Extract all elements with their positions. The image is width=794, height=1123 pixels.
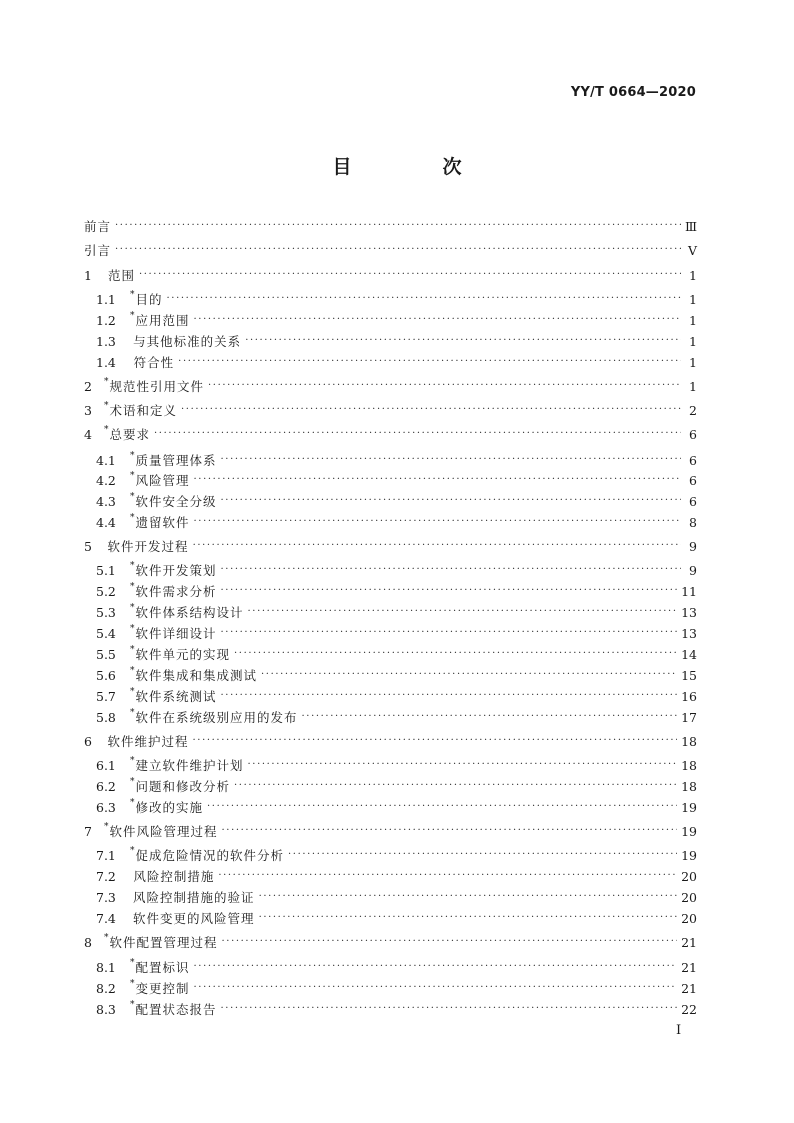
leader-dots	[222, 935, 678, 949]
toc-entry-page: 20	[681, 889, 697, 905]
leader-dots	[115, 219, 681, 233]
leader-dots	[194, 473, 681, 487]
toc-entry-number: 1	[84, 267, 92, 283]
leader-dots	[194, 960, 678, 974]
asterisk-marker: *	[130, 471, 135, 481]
toc-entry[interactable]	[84, 289, 697, 309]
toc-entry-label: 应用范围	[135, 313, 190, 328]
toc-entry-page: 1	[689, 354, 697, 370]
toc-entry-number: 3	[84, 402, 92, 418]
leader-dots	[222, 824, 678, 838]
toc-entry-number: 5.2	[96, 583, 116, 599]
leader-dots	[194, 515, 681, 529]
toc-entry-page: 22	[681, 1001, 697, 1017]
toc-entry-number: 5	[84, 538, 92, 554]
toc-entry[interactable]	[84, 932, 697, 952]
leader-dots	[178, 355, 681, 369]
toc-entry-label: 遗留软件	[135, 515, 190, 530]
toc-entry-number: 6.3	[96, 799, 116, 815]
asterisk-marker: *	[130, 290, 135, 300]
toc-entry-number: 5.4	[96, 625, 116, 641]
toc-entry-number: 4.3	[96, 493, 116, 509]
leader-dots	[207, 800, 677, 814]
toc-entry-page: 18	[681, 778, 697, 794]
toc-entry-number: 6	[84, 733, 92, 749]
toc-entry[interactable]	[84, 908, 697, 928]
toc-entry-label: 软件单元的实现	[135, 647, 231, 662]
toc-entry-page: 9	[689, 562, 697, 578]
toc-entry-label: 促成危险情况的软件分析	[135, 848, 285, 863]
toc-entry-number: 4.4	[96, 514, 116, 530]
toc-entry-page: Ⅴ	[687, 242, 697, 258]
toc-entry-number: 4	[84, 426, 92, 442]
toc-entry-number: 5.6	[96, 667, 116, 683]
leader-dots	[139, 268, 681, 282]
toc-entry-number: 6.1	[96, 757, 116, 773]
asterisk-marker: *	[130, 979, 135, 989]
asterisk-marker: *	[130, 561, 135, 571]
asterisk-marker: *	[130, 645, 135, 655]
toc-entry-page: 15	[681, 667, 697, 683]
asterisk-marker: *	[130, 846, 135, 856]
toc-entry-number: 1.1	[96, 291, 116, 307]
toc-entry-number: 1.4	[96, 354, 116, 370]
leader-dots	[221, 626, 678, 640]
toc-entry-page: 6	[689, 452, 697, 468]
asterisk-marker: *	[130, 582, 135, 592]
toc-entry-page: 19	[681, 823, 697, 839]
toc-entry[interactable]	[84, 866, 697, 886]
toc-entry-label: 软件体系结构设计	[135, 605, 244, 620]
toc-entry-label: 规范性引用文件	[109, 379, 205, 394]
leader-dots	[245, 334, 681, 348]
toc-entry-label: 总要求	[109, 427, 151, 442]
asterisk-marker: *	[130, 798, 135, 808]
asterisk-marker: *	[130, 492, 135, 502]
toc-entry-page: 11	[681, 583, 697, 599]
toc-entry[interactable]	[84, 978, 697, 998]
toc-entry-number: 7	[84, 823, 92, 839]
asterisk-marker: *	[104, 401, 109, 411]
toc-entry-page: 1	[689, 291, 697, 307]
toc-entry-label: 符合性	[133, 355, 175, 370]
leader-dots	[259, 890, 678, 904]
asterisk-marker: *	[104, 377, 109, 387]
toc-entry-number: 5.7	[96, 688, 116, 704]
toc-entry[interactable]	[84, 450, 697, 470]
toc-entry[interactable]	[84, 776, 697, 796]
toc-entry-page: 2	[689, 402, 697, 418]
toc-entry-page: Ⅲ	[684, 218, 697, 234]
toc-entry[interactable]	[84, 470, 697, 490]
toc-entry[interactable]	[84, 623, 697, 643]
leader-dots	[221, 563, 681, 577]
toc-entry[interactable]	[84, 845, 697, 865]
toc-entry[interactable]	[84, 265, 697, 285]
leader-dots	[221, 689, 678, 703]
toc-entry-page: 13	[681, 604, 697, 620]
asterisk-marker: *	[104, 933, 109, 943]
toc-entry-label: 软件变更的风险管理	[133, 911, 255, 926]
toc-entry[interactable]	[84, 512, 697, 532]
toc-entry-label: 前言	[84, 219, 112, 234]
toc-entry[interactable]	[84, 644, 697, 664]
asterisk-marker: *	[130, 1000, 135, 1010]
leader-dots	[259, 911, 678, 925]
toc-entry[interactable]	[84, 400, 697, 420]
leader-dots	[221, 494, 681, 508]
toc-entry-page: 1	[689, 267, 697, 283]
toc-entry-label: 变更控制	[135, 981, 190, 996]
toc-entry-label: 软件开发策划	[135, 563, 217, 578]
leader-dots	[181, 403, 681, 417]
toc-entry[interactable]	[84, 665, 697, 685]
toc-entry[interactable]	[84, 352, 697, 372]
toc-entry-number: 6.2	[96, 778, 116, 794]
asterisk-marker: *	[130, 666, 135, 676]
toc-entry-label: 软件安全分级	[135, 494, 217, 509]
toc-entry-label: 软件详细设计	[135, 626, 217, 641]
asterisk-marker: *	[130, 687, 135, 697]
leader-dots	[154, 427, 681, 441]
toc-entry-number: 2	[84, 378, 92, 394]
toc-entry[interactable]	[84, 536, 697, 556]
toc-entry-page: 20	[681, 868, 697, 884]
toc-entry[interactable]	[84, 755, 697, 775]
asterisk-marker: *	[104, 425, 109, 435]
toc-entry-page: 13	[681, 625, 697, 641]
toc-entry-page: 18	[681, 757, 697, 773]
toc-entry-page: 6	[689, 472, 697, 488]
toc-entry[interactable]	[84, 686, 697, 706]
leader-dots	[194, 981, 678, 995]
toc-entry-page: 21	[681, 980, 697, 996]
leader-dots	[221, 453, 681, 467]
toc-entry-page: 1	[689, 333, 697, 349]
leader-dots	[261, 668, 677, 682]
leader-dots	[221, 1002, 678, 1016]
toc-entry[interactable]	[84, 216, 697, 236]
toc-entry-number: 5.3	[96, 604, 116, 620]
toc-entry-page: 17	[681, 709, 697, 725]
asterisk-marker: *	[130, 624, 135, 634]
leader-dots	[248, 605, 678, 619]
toc-entry[interactable]	[84, 821, 697, 841]
toc-entry-label: 风险控制措施的验证	[133, 890, 255, 905]
toc-entry-label: 配置状态报告	[135, 1002, 217, 1017]
toc-entry-label: 风险控制措施	[133, 869, 215, 884]
asterisk-marker: *	[130, 311, 135, 321]
toc-entry-label: 软件风险管理过程	[109, 824, 218, 839]
toc-entry-number: 5.5	[96, 646, 116, 662]
toc-entry-number: 8.1	[96, 959, 116, 975]
toc-entry-page: 6	[689, 493, 697, 509]
asterisk-marker: *	[130, 777, 135, 787]
page-title: 目 次	[332, 156, 498, 178]
toc-entry-label: 软件配置管理过程	[109, 935, 218, 950]
toc-entry[interactable]	[84, 797, 697, 817]
leader-dots	[302, 710, 678, 724]
toc-entry[interactable]	[84, 310, 697, 330]
toc-entry-number: 4.1	[96, 452, 116, 468]
leader-dots	[218, 869, 677, 883]
asterisk-marker: *	[130, 958, 135, 968]
toc-entry-page: 6	[689, 426, 697, 442]
toc-entry-number: 8.3	[96, 1001, 116, 1017]
toc-entry-label: 范围	[107, 268, 135, 283]
toc-entry-number: 1.2	[96, 312, 116, 328]
toc-entry-page: 14	[681, 646, 697, 662]
toc-entry-label: 术语和定义	[109, 403, 178, 418]
toc-entry-label: 软件需求分析	[135, 584, 217, 599]
toc-entry-page: 19	[681, 799, 697, 815]
toc-entry[interactable]	[84, 376, 697, 396]
leader-dots	[208, 379, 681, 393]
toc-entry[interactable]	[84, 887, 697, 907]
toc-entry-label: 配置标识	[135, 960, 190, 975]
asterisk-marker: *	[104, 822, 109, 832]
page-folio: Ⅰ	[676, 1023, 682, 1038]
toc-entry-page: 19	[681, 847, 697, 863]
leader-dots	[193, 734, 678, 748]
toc-entry-label: 修改的实施	[135, 800, 204, 815]
toc-entry-number: 4.2	[96, 472, 116, 488]
toc-entry[interactable]	[84, 240, 697, 260]
toc-entry-number: 7.1	[96, 847, 116, 863]
toc-entry-page: 20	[681, 910, 697, 926]
toc-entry-page: 8	[689, 514, 697, 530]
toc-entry-label: 质量管理体系	[135, 453, 217, 468]
toc-entry-number: 7.2	[96, 868, 116, 884]
toc-entry[interactable]	[84, 581, 697, 601]
toc-entry-page: 16	[681, 688, 697, 704]
toc-entry[interactable]	[84, 560, 697, 580]
toc-entry-label: 建立软件维护计划	[135, 758, 244, 773]
toc-entry-page: 1	[689, 312, 697, 328]
toc-entry[interactable]	[84, 957, 697, 977]
toc-entry-label: 软件开发过程	[107, 539, 189, 554]
leader-dots	[115, 243, 681, 257]
toc-entry[interactable]	[84, 731, 697, 751]
leader-dots	[234, 647, 677, 661]
toc-entry[interactable]	[84, 491, 697, 511]
leader-dots	[288, 848, 677, 862]
toc-entry-number: 8.2	[96, 980, 116, 996]
leader-dots	[248, 758, 678, 772]
asterisk-marker: *	[130, 451, 135, 461]
toc-entry-number: 5.8	[96, 709, 116, 725]
leader-dots	[193, 539, 681, 553]
asterisk-marker: *	[130, 513, 135, 523]
toc-entry-page: 9	[689, 538, 697, 554]
toc-entry-label: 软件维护过程	[107, 734, 189, 749]
toc-entry-number: 5.1	[96, 562, 116, 578]
toc-entry-label: 软件在系统级别应用的发布	[135, 710, 298, 725]
toc-entry-page: 21	[681, 959, 697, 975]
asterisk-marker: *	[130, 603, 135, 613]
toc-entry[interactable]	[84, 707, 697, 727]
leader-dots	[234, 779, 677, 793]
toc-entry-label: 与其他标准的关系	[133, 334, 242, 349]
toc-entry[interactable]	[84, 602, 697, 622]
toc-entry-page: 21	[681, 934, 697, 950]
toc-entry-label: 目的	[135, 292, 163, 307]
asterisk-marker: *	[130, 708, 135, 718]
toc-entry-number: 7.3	[96, 889, 116, 905]
toc-entry-label: 引言	[84, 243, 112, 258]
toc-entry-label: 问题和修改分析	[135, 779, 231, 794]
toc-entry[interactable]	[84, 331, 697, 351]
leader-dots	[167, 292, 681, 306]
toc-entry-label: 软件集成和集成测试	[135, 668, 258, 683]
leader-dots	[194, 313, 681, 327]
toc-entry-page: 18	[681, 733, 697, 749]
leader-dots	[221, 584, 678, 598]
asterisk-marker: *	[130, 756, 135, 766]
standard-code: YY/T 0664—2020	[570, 85, 696, 100]
toc-entry[interactable]	[84, 999, 697, 1019]
toc-entry-number: 1.3	[96, 333, 116, 349]
toc-entry-label: 风险管理	[135, 473, 190, 488]
toc-entry-number: 8	[84, 934, 92, 950]
toc-entry-number: 7.4	[96, 910, 116, 926]
toc-entry-page: 1	[689, 378, 697, 394]
toc-entry[interactable]	[84, 424, 697, 444]
toc-entry-label: 软件系统测试	[135, 689, 217, 704]
